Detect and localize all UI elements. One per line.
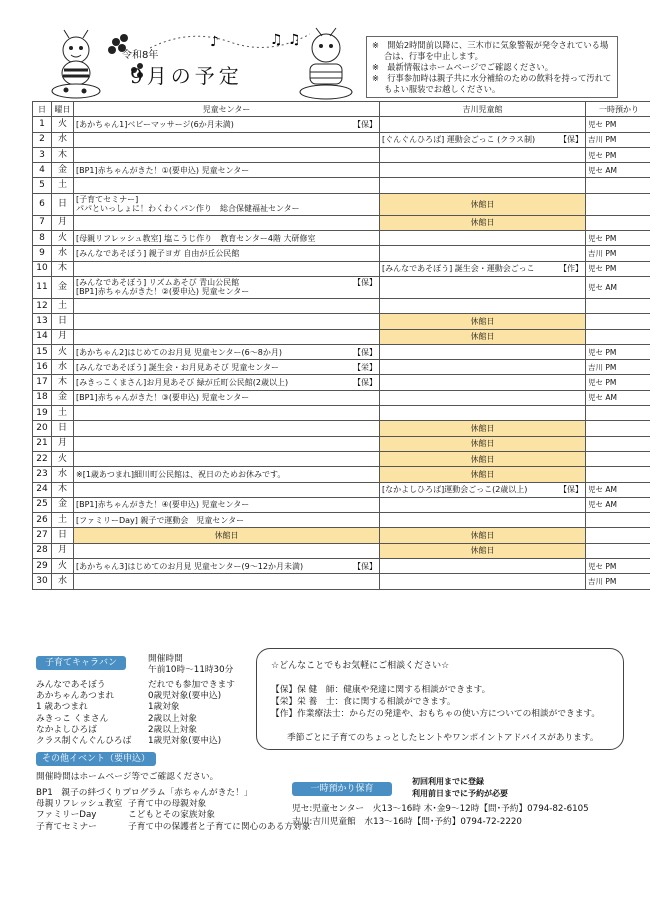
calendar-row (33, 543, 650, 558)
weekday-cell: 土 (52, 513, 74, 528)
ichiji-cell (586, 406, 650, 421)
center-cell (74, 132, 380, 147)
day-cell: 18 (33, 390, 52, 405)
ichiji-note1: 初回利用までに登録 (412, 777, 484, 786)
center-cell (74, 147, 380, 162)
consult-note: 季節ごとに子育てのちょっとしたヒントやワンポイントアドバイスがあります。 (287, 733, 599, 743)
calendar-row (33, 436, 650, 451)
other-item-name: 子育てセミナー (36, 821, 97, 832)
center-tag: 【保】 (353, 119, 377, 129)
ichiji-cell: 吉川 PM (586, 360, 650, 375)
yoshikawa-event: 休館日 (470, 439, 495, 449)
center-event: 休館日 (214, 531, 239, 541)
calendar-row (33, 451, 650, 466)
center-tag: 【保】 (353, 378, 377, 388)
header-weekday: 曜日 (52, 102, 74, 117)
ichiji-cell: 児セ PM (586, 344, 650, 359)
ichiji-cell (586, 215, 650, 230)
ichiji-cell (586, 513, 650, 528)
caravan-item (36, 736, 256, 747)
caravan-item-target: 1歳児対象(要申込) (148, 736, 222, 747)
ichiji-cell: 児セ AM (586, 276, 650, 298)
other-item-target: 子育て中の保護者と子育てに関心のある方対象 (128, 821, 311, 832)
day-cell: 11 (33, 276, 52, 298)
ichiji-cell: 児セ PM (586, 231, 650, 246)
center-event: [BP1]赤ちゃんがきた！④(要申込) 児童センター (76, 500, 250, 510)
day-cell: 23 (33, 467, 52, 482)
center-cell (74, 406, 380, 421)
center-event-line2: [BP1]赤ちゃんがきた！②(要申込) 児童センター (76, 287, 250, 297)
calendar-row (33, 246, 650, 261)
day-cell: 15 (33, 344, 52, 359)
day-cell: 17 (33, 375, 52, 390)
day-cell: 7 (33, 215, 52, 230)
yoshikawa-cell (380, 574, 586, 589)
weekday-cell: 土 (52, 178, 74, 193)
caravan-item-target: 2歳以上対象 (148, 724, 197, 735)
calendar-row (33, 482, 650, 497)
yoshikawa-cell (380, 375, 586, 390)
caravan-item-target: 1歳対象 (148, 702, 180, 713)
calendar-row (33, 375, 650, 390)
page-title: 9月の予定 (130, 64, 243, 88)
calendar-row (33, 406, 650, 421)
calendar-row (33, 117, 650, 132)
weekday-cell: 金 (52, 276, 74, 298)
yoshikawa-cell (380, 298, 586, 313)
calendar-row (33, 513, 650, 528)
weekday-cell: 火 (52, 559, 74, 574)
weekday-cell: 金 (52, 497, 74, 512)
day-cell: 19 (33, 406, 52, 421)
center-event: [あかちゃん2]はじめてのお月見 児童センター(6～8か月) (76, 347, 282, 357)
yoshikawa-cell (380, 117, 586, 132)
ichiji-title: 一時預かり保育 (292, 782, 392, 796)
yoshikawa-cell (380, 436, 586, 451)
center-event: [ファミリーDay] 親子で運動会 児童センター (76, 515, 245, 525)
center-cell (74, 276, 380, 298)
yoshikawa-event: 休館日 (470, 199, 495, 209)
day-cell: 3 (33, 147, 52, 162)
center-cell (74, 261, 380, 276)
center-cell (74, 497, 380, 512)
caravan-item (36, 702, 256, 713)
calendar-row (33, 132, 650, 147)
caravan-item-target: 2歳以上対象 (148, 713, 197, 724)
weekday-cell: 月 (52, 543, 74, 558)
caravan-item-target: 0歳児対象(要申込) (148, 691, 222, 702)
ichiji-cell: 児セ PM (586, 559, 650, 574)
other-title: その他イベント（要申込） (36, 752, 156, 766)
calendar-row (33, 261, 650, 276)
caravan-title: 子育てキャラバン (36, 656, 126, 670)
yoshikawa-cell (380, 246, 586, 261)
calendar-row (33, 360, 650, 375)
weekday-cell: 土 (52, 298, 74, 313)
ichiji-cell (586, 421, 650, 436)
calendar-row (33, 329, 650, 344)
yoshikawa-cell (380, 390, 586, 405)
yoshikawa-event: 休館日 (470, 546, 495, 556)
yoshikawa-cell (380, 178, 586, 193)
yoshikawa-cell (380, 276, 586, 298)
header-center: 児童センター (74, 102, 380, 117)
day-cell: 5 (33, 178, 52, 193)
day-cell: 22 (33, 451, 52, 466)
day-cell: 29 (33, 559, 52, 574)
weekday-cell: 月 (52, 329, 74, 344)
weekday-cell: 火 (52, 231, 74, 246)
center-cell (74, 559, 380, 574)
ichiji-cell (586, 193, 650, 215)
other-item-target: こどもとその家族対象 (128, 810, 215, 821)
caravan-item (36, 725, 256, 736)
center-cell (74, 231, 380, 246)
yoshikawa-event: 休館日 (470, 469, 495, 479)
day-cell: 28 (33, 543, 52, 558)
weekday-cell: 水 (52, 467, 74, 482)
caravan-time: 午前10時～11時30分 (148, 665, 234, 675)
ichiji-cell: 児セ PM (586, 261, 650, 276)
calendar-row (33, 193, 650, 215)
center-tag: 【保】 (353, 347, 377, 357)
center-event: [BP1]赤ちゃんがきた！①(要申込) 児童センター (76, 165, 250, 175)
svg-text:♪: ♪ (210, 34, 219, 50)
day-cell: 12 (33, 298, 52, 313)
center-cell (74, 390, 380, 405)
weekday-cell: 火 (52, 451, 74, 466)
center-event: [子育てセミナー] (76, 195, 139, 205)
ichiji-cell (586, 298, 650, 313)
center-cell (74, 117, 380, 132)
caravan-item-name: なかよしひろば (36, 724, 97, 735)
ichiji-cell (586, 467, 650, 482)
center-event-line2: パパといっしょに！わくわくパン作り 総合保健福祉センター (76, 204, 300, 214)
other-item-name: 母親リフレッシュ教室 (36, 799, 123, 810)
ichiji-cell (586, 329, 650, 344)
center-cell (74, 178, 380, 193)
yoshikawa-cell (380, 497, 586, 512)
notice-box (366, 36, 618, 98)
svg-text:♫: ♫ (288, 32, 301, 48)
ichiji-cell: 児セ PM (586, 117, 650, 132)
calendar-row (33, 215, 650, 230)
yoshikawa-tag: 【保】 (559, 135, 583, 145)
caravan-item-target: だれでも参加できます (148, 680, 235, 690)
header-yoshikawa: 吉川児童館 (380, 102, 586, 117)
center-cell (74, 482, 380, 497)
yoshikawa-cell (380, 406, 586, 421)
calendar-row (33, 528, 650, 543)
calendar-row (33, 178, 650, 193)
calendar-row (33, 276, 650, 298)
consult-box (256, 648, 624, 750)
ichiji-cell (586, 436, 650, 451)
day-cell: 20 (33, 421, 52, 436)
day-cell: 16 (33, 360, 52, 375)
yoshikawa-event: 休館日 (470, 316, 495, 326)
yoshikawa-cell (380, 421, 586, 436)
yoshikawa-cell (380, 261, 586, 276)
ichiji-cell (586, 178, 650, 193)
yoshikawa-event: 休館日 (470, 332, 495, 342)
yoshikawa-event: 休館日 (470, 218, 495, 228)
yoshikawa-cell (380, 215, 586, 230)
yoshikawa-event: 休館日 (470, 454, 495, 464)
center-cell (74, 344, 380, 359)
day-cell: 30 (33, 574, 52, 589)
yoshikawa-cell (380, 147, 586, 162)
center-event: [BP1]赤ちゃんがきた！③(要申込) 児童センター (76, 393, 250, 403)
center-event: ※[1歳あつまれ]細川町公民館は、祝日のためお休みです。 (76, 469, 286, 479)
ichiji-cell: 吉川 PM (586, 246, 650, 261)
yoshikawa-event: 休館日 (470, 423, 495, 433)
center-cell (74, 329, 380, 344)
consult-title: ☆どんなことでもお気軽にご相談ください☆ (271, 661, 450, 671)
ichiji-cell: 児セ PM (586, 375, 650, 390)
weekday-cell: 金 (52, 163, 74, 178)
calendar-row (33, 467, 650, 482)
weekday-cell: 月 (52, 436, 74, 451)
header-era: 令和8年 (122, 50, 159, 61)
center-cell (74, 314, 380, 329)
yoshikawa-cell (380, 163, 586, 178)
svg-text:♫: ♫ (270, 32, 283, 48)
center-cell (74, 360, 380, 375)
day-cell: 1 (33, 117, 52, 132)
yoshikawa-cell (380, 329, 586, 344)
caravan-item-name: 1 歳あつまれ (36, 702, 88, 713)
calendar-row (33, 147, 650, 162)
center-cell (74, 246, 380, 261)
day-cell: 21 (33, 436, 52, 451)
calendar-row (33, 163, 650, 178)
yoshikawa-cell (380, 467, 586, 482)
center-cell (74, 436, 380, 451)
center-event: [母親リフレッシュ教室] 塩こうじ作り 教育センター4階 大研修室 (76, 233, 316, 243)
ichiji-note2: 利用前日までに予約が必要 (412, 789, 508, 798)
yoshikawa-event: [みんなであそぼう] 誕生会・運動会ごっこ (382, 264, 535, 274)
center-cell (74, 528, 380, 543)
header-ichiji: 一時預かり (586, 102, 650, 117)
day-cell: 10 (33, 261, 52, 276)
calendar-row (33, 231, 650, 246)
yoshikawa-cell (380, 451, 586, 466)
weekday-cell: 日 (52, 421, 74, 436)
ichiji-cell: 児セ AM (586, 497, 650, 512)
yoshikawa-cell (380, 314, 586, 329)
yoshikawa-tag: 【保】 (559, 485, 583, 495)
calendar-row (33, 574, 650, 589)
calendar-row (33, 421, 650, 436)
ichiji-cell: 児セ AM (586, 163, 650, 178)
weekday-cell: 金 (52, 390, 74, 405)
yoshikawa-event: [なかよしひろば]運動会ごっこ(2歳以上) (382, 485, 528, 495)
weekday-cell: 火 (52, 117, 74, 132)
other-item-name: BP1 親子の絆づくりプログラム「赤ちゃんがきた！」 (36, 788, 253, 798)
day-cell: 9 (33, 246, 52, 261)
center-event: [みんなであそぼう] 親子ヨガ 自由が丘公民館 (76, 249, 240, 259)
center-cell (74, 421, 380, 436)
day-cell: 24 (33, 482, 52, 497)
consult-line: 【保】保 健 師：健康や発達に関する相談ができます。 (271, 685, 491, 695)
day-cell: 14 (33, 329, 52, 344)
ichiji-cell: 吉川 PM (586, 574, 650, 589)
center-cell (74, 574, 380, 589)
center-event: [みんなであそぼう] リズムあそび 青山公民館 (76, 278, 240, 288)
notice-line: ※ 行事参加時は親子共に水分補給のための飲料を持って汚れてもよい服装でお越しください。 (372, 73, 612, 94)
weekday-cell: 木 (52, 147, 74, 162)
other-item-name: ファミリーDay (36, 810, 97, 821)
ichiji-cell: 児セ PM (586, 147, 650, 162)
calendar-table (32, 101, 650, 590)
caravan-item-name: みんなであそぼう (36, 680, 106, 690)
ichiji-line: 児セ:児童センター 火13～16時 木･金9～12時【問･予約】0794-82-6105 (292, 804, 589, 814)
caravan-item (36, 680, 256, 691)
center-event: [あかちゃん1]ベビーマッサージ(6か月未満) (76, 119, 234, 129)
ichiji-cell (586, 451, 650, 466)
ichiji-cell: 児セ AM (586, 390, 650, 405)
yoshikawa-cell (380, 543, 586, 558)
center-cell (74, 513, 380, 528)
day-cell: 13 (33, 314, 52, 329)
weekday-cell: 水 (52, 360, 74, 375)
center-cell (74, 163, 380, 178)
weekday-cell: 水 (52, 132, 74, 147)
calendar-row (33, 298, 650, 313)
yoshikawa-cell (380, 482, 586, 497)
ichiji-cell: 児セ AM (586, 482, 650, 497)
ichiji-cell: 吉川 PM (586, 132, 650, 147)
caravan-item (36, 714, 256, 725)
consult-line: 【作】作業療法士：からだの発達や、おもちゃの使い方についての相談ができます。 (271, 709, 601, 719)
center-event: [あかちゃん3]はじめてのお月見 児童センター(9～12か月未満) (76, 561, 304, 571)
notice-line: ※ 最新情報はホームページでご確認ください。 (372, 62, 554, 72)
caravan-time-label: 開催時間 (148, 654, 183, 664)
caravan-item (36, 691, 256, 702)
weekday-cell: 木 (52, 375, 74, 390)
day-cell: 26 (33, 513, 52, 528)
weekday-cell: 日 (52, 314, 74, 329)
calendar-row (33, 314, 650, 329)
consult-line: 【栄】栄 養 士：食に関する相談ができます。 (271, 697, 456, 707)
caravan-list (36, 680, 256, 747)
yoshikawa-cell (380, 132, 586, 147)
ichiji-cell (586, 543, 650, 558)
yoshikawa-cell (380, 360, 586, 375)
center-cell (74, 451, 380, 466)
yoshikawa-tag: 【作】 (559, 264, 583, 274)
yoshikawa-cell (380, 193, 586, 215)
day-cell: 8 (33, 231, 52, 246)
caravan-item-name: あかちゃんあつまれ (36, 691, 115, 702)
center-tag: 【栄】 (353, 362, 377, 372)
ichiji-cell (586, 528, 650, 543)
weekday-cell: 土 (52, 406, 74, 421)
other-note: 開催時間はホームページ等でご確認ください。 (36, 772, 219, 782)
center-cell (74, 215, 380, 230)
day-cell: 4 (33, 163, 52, 178)
center-cell (74, 375, 380, 390)
center-event: [みんなであそぼう] 誕生会・お月見あそび 児童センター (76, 362, 280, 372)
yoshikawa-cell (380, 231, 586, 246)
weekday-cell: 火 (52, 344, 74, 359)
yoshikawa-cell (380, 528, 586, 543)
header-day: 日 (33, 102, 52, 117)
weekday-cell: 水 (52, 574, 74, 589)
day-cell: 2 (33, 132, 52, 147)
center-cell (74, 193, 380, 215)
weekday-cell: 日 (52, 193, 74, 215)
weekday-cell: 木 (52, 261, 74, 276)
yoshikawa-event: [ぐんぐんひろば] 運動会ごっこ (クラス制) (382, 135, 536, 145)
yoshikawa-cell (380, 559, 586, 574)
center-tag: 【保】 (353, 561, 377, 571)
ant-drummer-illustration (286, 26, 362, 100)
center-cell (74, 467, 380, 482)
center-event: [みきっこくまさん]お月見あそび 緑が丘町公民館(2歳以上) (76, 378, 289, 388)
day-cell: 6 (33, 193, 52, 215)
weekday-cell: 木 (52, 482, 74, 497)
weekday-cell: 水 (52, 246, 74, 261)
calendar-row (33, 344, 650, 359)
calendar-row (33, 497, 650, 512)
ichiji-line: 吉川:吉川児童館 水13～16時【問･予約】0794-72-2220 (292, 817, 522, 827)
center-cell (74, 543, 380, 558)
center-cell (74, 298, 380, 313)
day-cell: 25 (33, 497, 52, 512)
caravan-item-name: クラス制ぐんぐんひろば (36, 736, 132, 747)
yoshikawa-event: 休館日 (470, 531, 495, 541)
calendar-row (33, 390, 650, 405)
yoshikawa-cell (380, 344, 586, 359)
center-tag: 【保】 (353, 278, 377, 288)
weekday-cell: 月 (52, 215, 74, 230)
other-item-target: 子育て中の母親対象 (128, 799, 207, 810)
weekday-cell: 日 (52, 528, 74, 543)
notice-line: ※ 開始2時間前以降に、三木市に気象警報が発令されている場合は、行事を中止します。 (372, 40, 609, 61)
day-cell: 27 (33, 528, 52, 543)
yoshikawa-cell (380, 513, 586, 528)
ichiji-cell (586, 314, 650, 329)
calendar-row (33, 559, 650, 574)
caravan-item-name: みきっこ くまさん (36, 713, 109, 724)
